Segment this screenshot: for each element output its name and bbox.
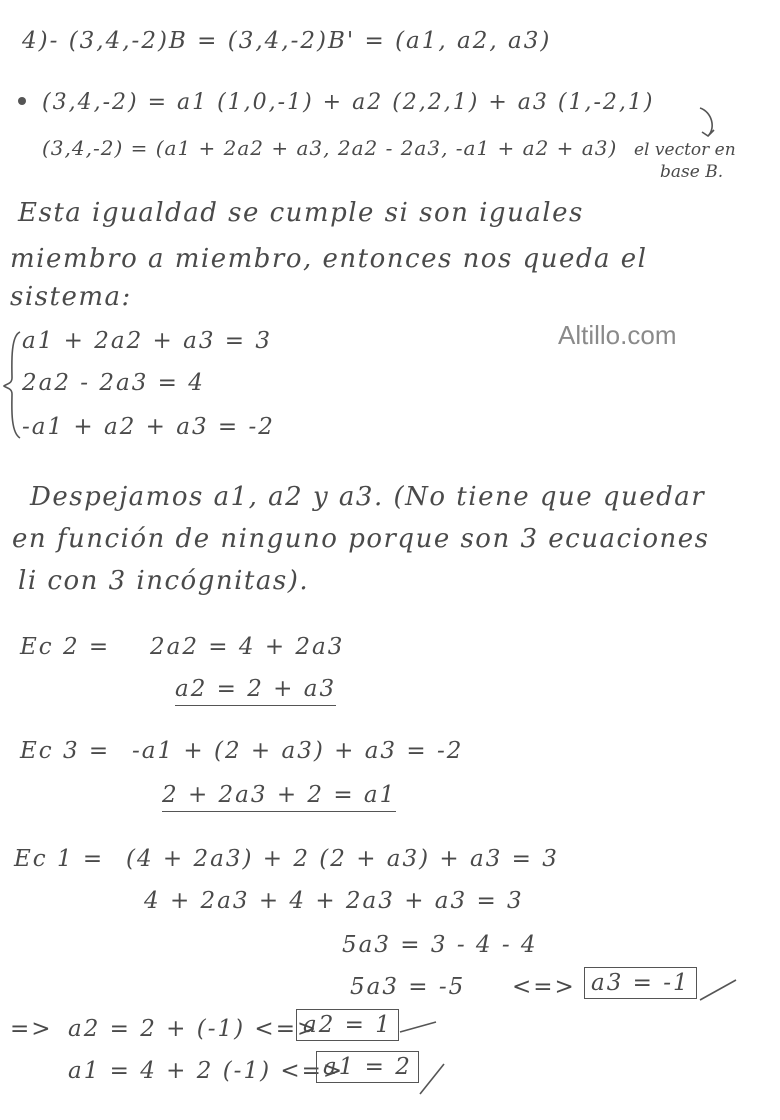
- ec1-step-3: 5a3 = 3 - 4 - 4: [342, 932, 538, 958]
- problem-header: 4)- (3,4,-2)B = (3,4,-2)B' = (a1, a2, a3): [22, 28, 552, 54]
- curved-arrow: [700, 108, 714, 136]
- a2-answer-box: a2 = 1: [296, 1009, 399, 1041]
- bullet-dot: [18, 97, 26, 105]
- note-base-b: base B.: [660, 162, 724, 182]
- ec2-label: Ec 2 =: [20, 634, 111, 660]
- system-equation-3: -a1 + a2 + a3 = -2: [22, 414, 275, 440]
- paragraph1-line-2: miembro a miembro, entonces nos queda el: [10, 244, 648, 274]
- system-brace: [4, 332, 20, 438]
- ec2-result: a2 = 2 + a3: [175, 676, 336, 706]
- ec2-step-1: 2a2 = 4 + 2a3: [150, 634, 345, 660]
- paragraph1-line-1: Esta igualdad se cumple si son iguales: [18, 198, 584, 228]
- a3-answer-box: a3 = -1: [584, 967, 697, 999]
- watermark: Altillo.com: [558, 320, 677, 350]
- paragraph1-line-3: sistema:: [10, 282, 132, 312]
- ec1-iff: <=>: [512, 974, 576, 1000]
- paragraph2-line-3: li con 3 incógnitas).: [18, 566, 310, 596]
- final-arrow: =>: [10, 1016, 53, 1042]
- check-mark-a1: [420, 1064, 444, 1094]
- ec1-label: Ec 1 =: [14, 846, 105, 872]
- paragraph2-line-2: en función de ninguno porque son 3 ecuaciones: [12, 524, 710, 554]
- ec3-result: 2 + 2a3 + 2 = a1: [162, 782, 396, 812]
- check-mark-a3: [700, 980, 736, 1000]
- a1-answer-box: a1 = 2: [316, 1051, 419, 1083]
- expansion-line-1: (3,4,-2) = a1 (1,0,-1) + a2 (2,2,1) + a3 (1,-2,1): [42, 90, 655, 115]
- a2-expression: a2 = 2 + (-1) <=>: [68, 1016, 319, 1042]
- system-equation-1: a1 + 2a2 + a3 = 3: [22, 328, 272, 354]
- note-vector-in: el vector en: [634, 140, 736, 160]
- ec3-label: Ec 3 =: [20, 738, 111, 764]
- expansion-line-2: (3,4,-2) = (a1 + 2a2 + a3, 2a2 - 2a3, -a1 + a2 + a3): [42, 136, 618, 160]
- a1-expression: a1 = 4 + 2 (-1) <=>: [68, 1058, 345, 1084]
- ec1-step-2: 4 + 2a3 + 4 + 2a3 + a3 = 3: [144, 888, 524, 914]
- paragraph2-line-1: Despejamos a1, a2 y a3. (No tiene que quedar: [30, 482, 706, 512]
- ec1-step-4: 5a3 = -5: [350, 974, 466, 1000]
- ec1-step-1: (4 + 2a3) + 2 (2 + a3) + a3 = 3: [126, 846, 559, 872]
- system-equation-2: 2a2 - 2a3 = 4: [22, 370, 205, 396]
- check-mark-a2: [400, 1022, 436, 1032]
- ec3-step-1: -a1 + (2 + a3) + a3 = -2: [132, 738, 464, 764]
